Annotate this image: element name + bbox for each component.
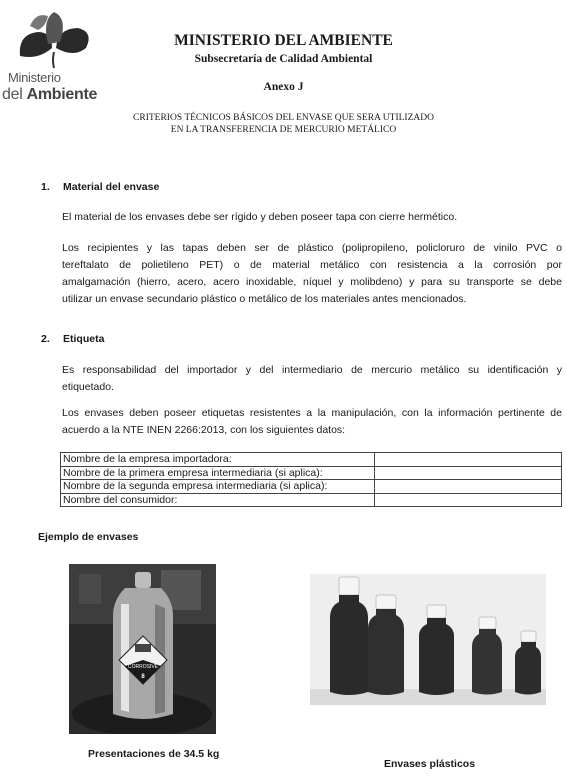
plastic-bottles-photo (310, 574, 546, 705)
logo-text-ambiente-bold: Ambiente (26, 86, 98, 103)
document-title: MINISTERIO DEL AMBIENTE (174, 32, 393, 49)
section-2-title: Etiqueta (63, 333, 105, 345)
metal-container-photo (69, 564, 216, 734)
paragraph-line: Los recipientes y las tapas deben ser de plástico (polipropileno, policloruro de vinilo PVC o (62, 242, 562, 254)
paragraph-line: etiquetado. (62, 381, 114, 393)
table-cell-value (375, 480, 562, 494)
criteria-line-2: EN LA TRANSFERENCIA DE MERCURIO METÁLICO (170, 125, 397, 135)
section-2-paragraph-2 (62, 405, 562, 439)
table-row (61, 453, 562, 467)
table-cell-value (375, 466, 562, 480)
section-2-paragraph-1 (62, 362, 562, 396)
paragraph-line: utilizar un envase secundario plástico o metálico de los materiales antes mencionados. (62, 293, 467, 305)
caption-plastic-bottles: Envases plásticos (384, 758, 476, 770)
table-row (61, 480, 562, 494)
annex-label: Anexo J (263, 81, 304, 93)
table-cell-value (375, 493, 562, 507)
corrosive-label-text: CORROSIVE (127, 664, 159, 670)
paragraph-line: amalgamación (hierro, acero, acero inoxidable, níquel y molibdeno) y para su transporte se debe (62, 276, 562, 288)
section-2-number: 2. (41, 333, 50, 345)
criteria-heading (0, 112, 567, 136)
criteria-line-1: CRITERIOS TÉCNICOS BÁSICOS DEL ENVASE QUE SERA UTILIZADO (133, 113, 434, 123)
table-row (61, 466, 562, 480)
table-cell-value (375, 453, 562, 467)
table-row (61, 493, 562, 507)
document-subtitle: Subsecretaría de Calidad Ambiental (194, 53, 373, 65)
table-cell-label: Nombre de la segunda empresa intermediaria (si aplica): (61, 480, 375, 494)
section-1-paragraph-1: El material de los envases debe ser rígido y deben poseer tapa con cierre hermético. (62, 211, 458, 223)
section-1-number: 1. (41, 181, 50, 193)
logo-text-ministerio: Ministerio (8, 70, 61, 85)
examples-heading: Ejemplo de envases (38, 531, 139, 543)
section-1-paragraph-2 (62, 240, 562, 308)
hazard-class-number: 8 (141, 674, 145, 680)
table-cell-label: Nombre del consumidor: (61, 493, 375, 507)
paragraph-line: Es responsabilidad del importador y del intermediario de mercurio metálico su identificación y (62, 364, 562, 376)
table-cell-label: Nombre de la primera empresa intermediaria (si aplica): (61, 466, 375, 480)
caption-metal-container: Presentaciones de 34.5 kg (88, 748, 220, 760)
section-1-title: Material del envase (63, 181, 160, 193)
paragraph-line: tereftalato de polietileno PET) o de material metálico con resistencia a la corrosión por (62, 259, 562, 271)
paragraph-line: Los envases deben poseer etiquetas resistentes a la manipulación, con la información pertinente de (62, 407, 562, 419)
paragraph-line: acuerdo a la NTE INEN 2266:2013, con los siguientes datos: (62, 424, 346, 436)
logo-text-del: del (2, 86, 27, 103)
label-data-table (60, 452, 562, 507)
table-cell-label: Nombre de la empresa importadora: (61, 453, 375, 467)
